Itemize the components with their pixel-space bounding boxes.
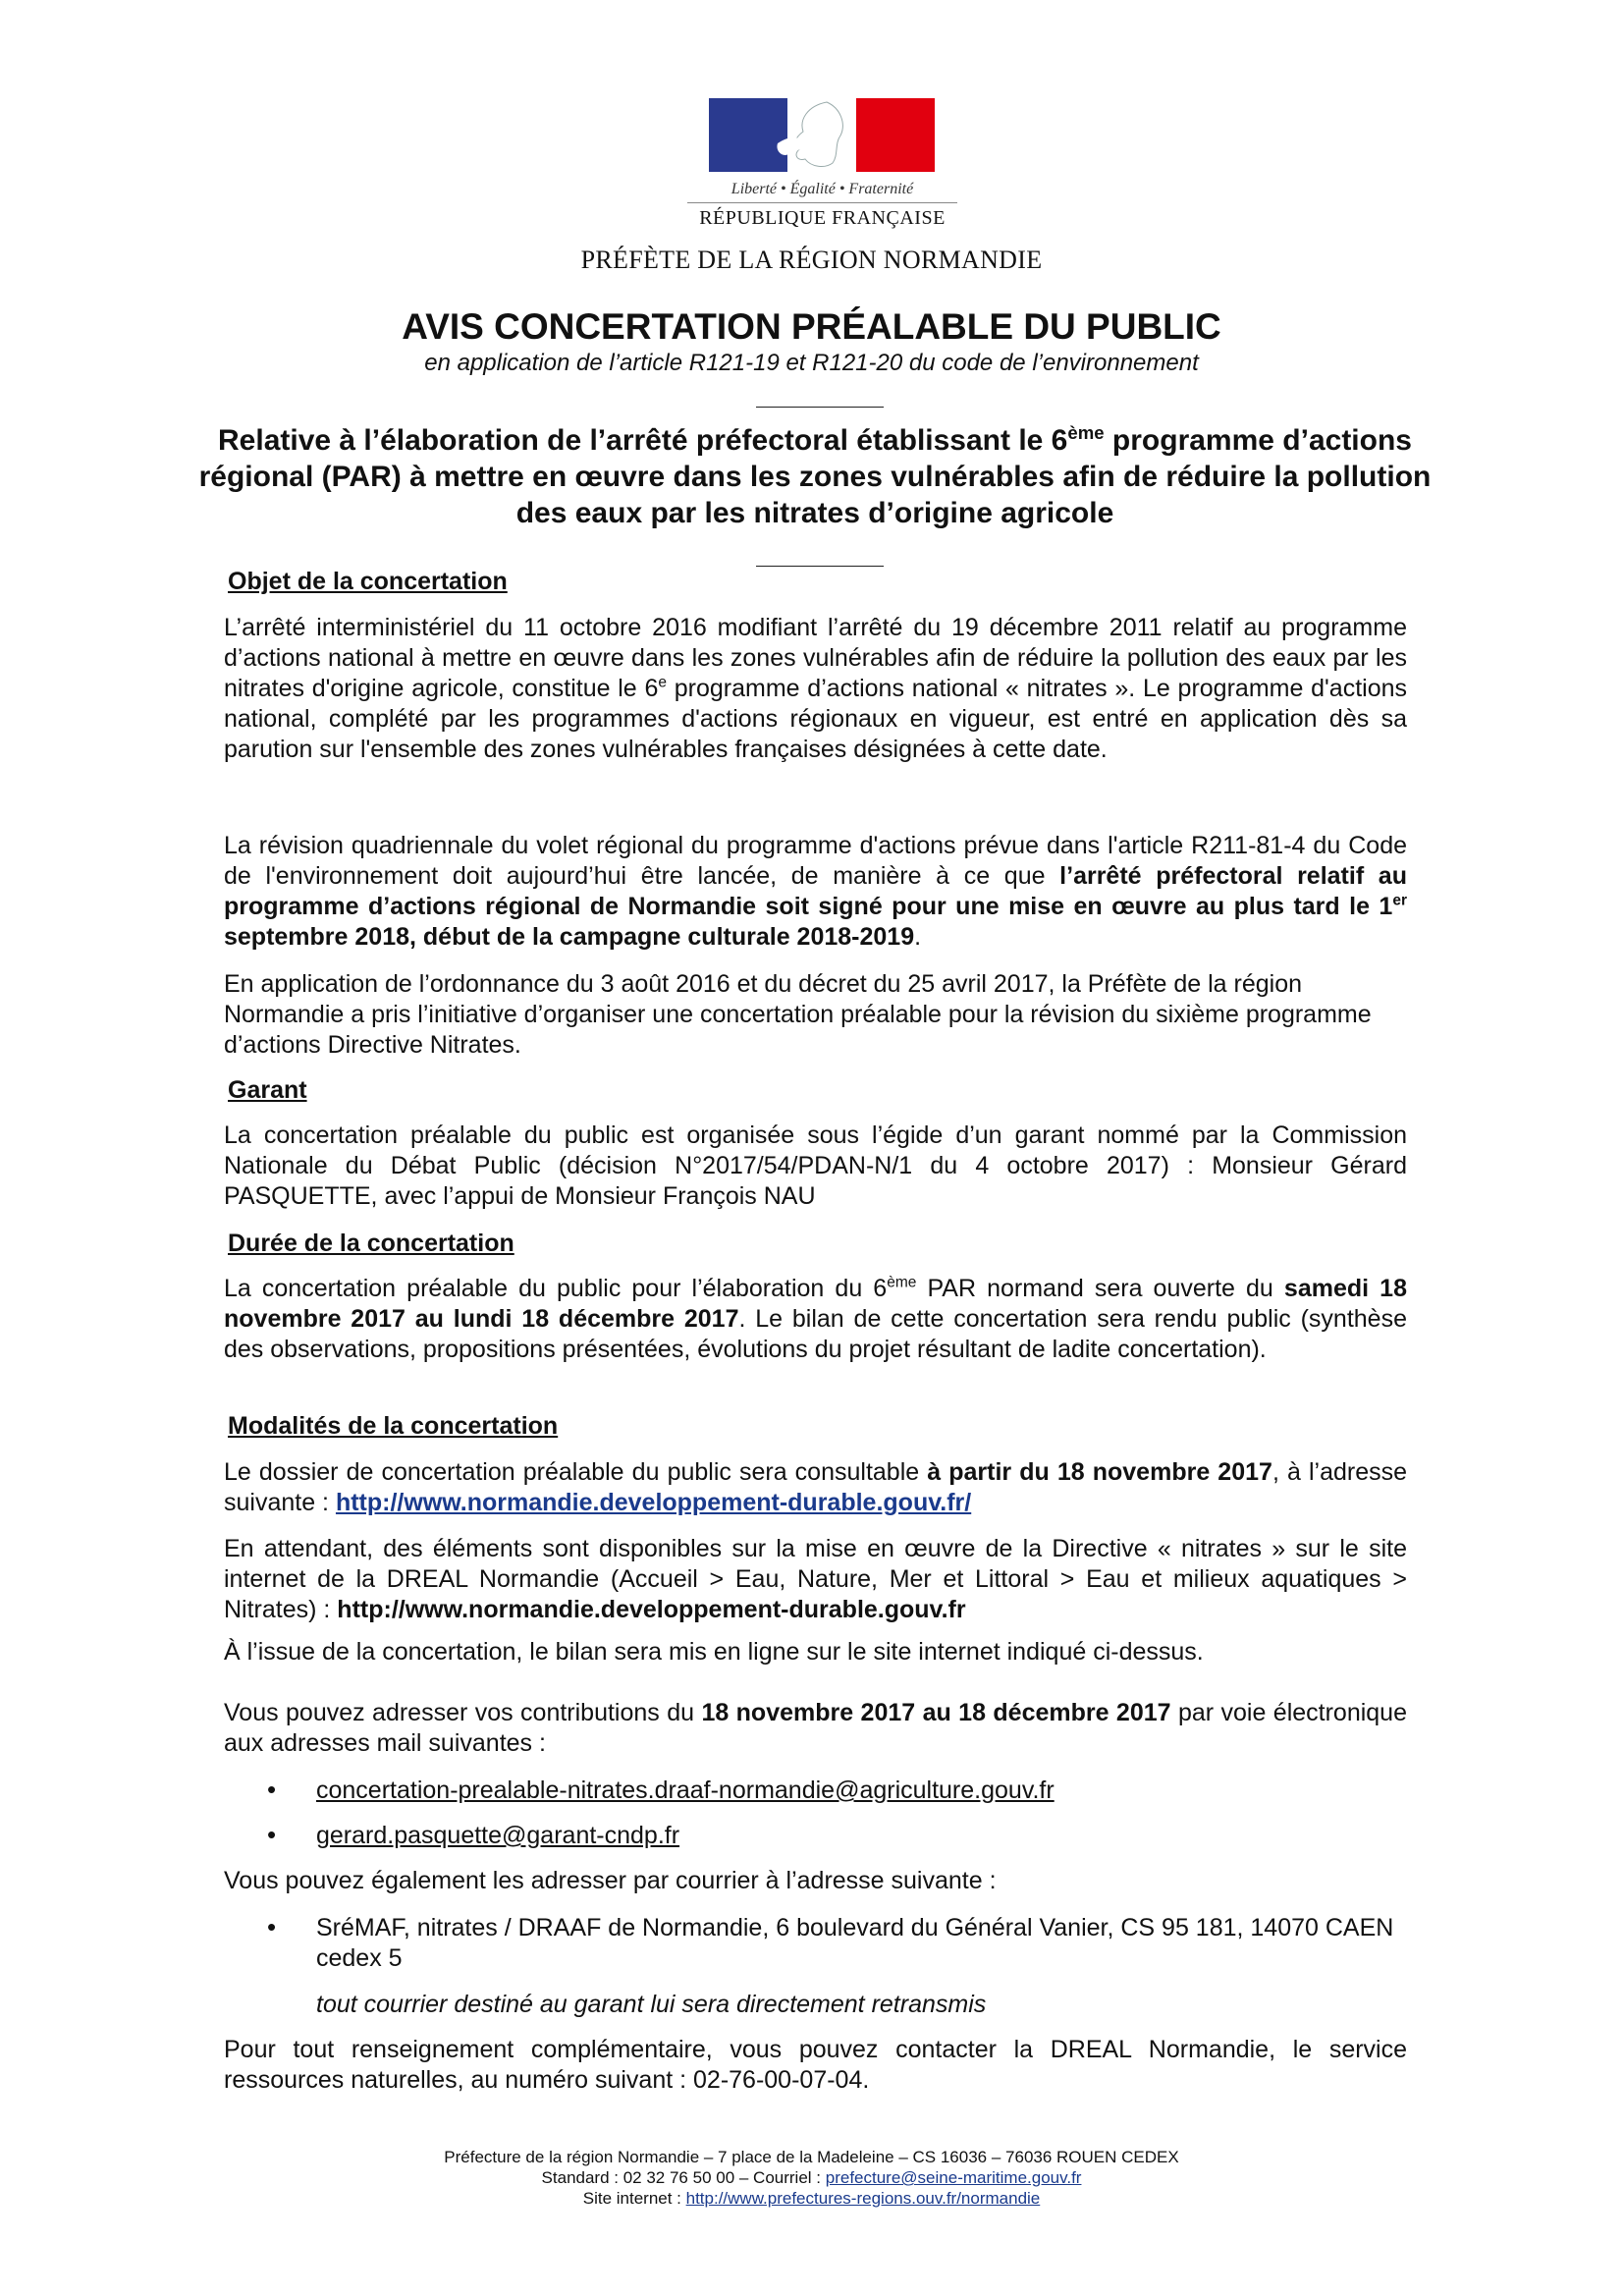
prefecture-name: PRÉFÈTE DE LA RÉGION NORMANDIE [580, 246, 1043, 274]
republic-name: RÉPUBLIQUE FRANÇAISE [687, 202, 957, 230]
bullet-marker: • [267, 1820, 277, 1849]
divider [756, 566, 884, 567]
logo-red-band [856, 98, 935, 172]
section-heading-objet: Objet de la concertation [228, 568, 508, 595]
subject-heading: Relative à l’élaboration de l’arrêté préfectoral établissant le 6ème programme d’actions régional (PAR) à mettre en œuvre dans les zones vulnérables afin de réduire la pollution des eaux par les nitrates d’origine agricole [198, 422, 1432, 529]
email-link[interactable]: gerard.pasquette@garant-cndp.fr [316, 1822, 680, 1849]
footer-website-link[interactable]: http://www.prefectures-regions.ouv.fr/normandie [685, 2189, 1041, 2208]
section-heading-duree: Durée de la concertation [228, 1230, 514, 1257]
footer-email-link[interactable]: prefecture@seine-maritime.gouv.fr [825, 2168, 1082, 2187]
email-link[interactable]: concertation-prealable-nitrates.draaf-normandie@agriculture.gouv.fr [316, 1777, 1055, 1804]
footer-contact: Standard : 02 32 76 50 00 – Courriel : prefecture@seine-maritime.gouv.fr [541, 2168, 1082, 2187]
modalites-paragraph-3: À l’issue de la concertation, le bilan sera mis en ligne sur le site internet indiqué ci-dessus. [224, 1638, 1204, 1666]
dossier-link[interactable]: http://www.normandie.developpement-durable.gouv.fr/ [335, 1489, 972, 1516]
page-title: AVIS CONCERTATION PRÉALABLE DU PUBLIC [402, 306, 1221, 347]
modalites-paragraph-4: Vous pouvez adresser vos contributions du 18 novembre 2017 au 18 décembre 2017 par voie électronique aux adresses mail suivantes : [224, 1699, 1407, 1757]
divider [756, 407, 884, 408]
section-heading-garant: Garant [228, 1076, 307, 1104]
bullet-marker: • [267, 1912, 277, 1941]
republic-motto: Liberté • Égalité • Fraternité [730, 181, 914, 197]
modalites-paragraph-2: En attendant, des éléments sont disponibles sur la mise en œuvre de la Directive « nitrates » sur le site internet de la DREAL Normandie (Accueil > Eau, Nature, Mer et Littoral > Eau et milieux aquatiques > Nitrates) : http://www.normandie.developpement-durable.gouv.fr [224, 1535, 1407, 1623]
dreal-link[interactable]: http://www.normandie.developpement-durable.gouv.fr [337, 1596, 966, 1623]
bullet-marker: • [267, 1775, 277, 1804]
footer-address: Préfecture de la région Normandie – 7 place de la Madeleine – CS 16036 – 76036 ROUEN CEDEX [444, 2148, 1179, 2166]
objet-paragraph-3: En application de l’ordonnance du 3 août 2016 et du décret du 25 avril 2017, la Préfète de la région Normandie a pris l’initiative d’organiser une concertation préalable pour la révision du sixième programme d’actions Directive Nitrates. [224, 970, 1372, 1059]
duree-paragraph: La concertation préalable du public pour l’élaboration du 6ème PAR normand sera ouverte du samedi 18 novembre 2017 au lundi 18 décembre 2017. Le bilan de cette concertation sera rendu public (synthèse des observations, propositions présentées, évolutions du projet résultant de ladite concertation). [224, 1274, 1407, 1363]
contact-paragraph: Pour tout renseignement complémentaire, vous pouvez contacter la DREAL Normandie, le service ressources naturelles, au numéro suivant : 02-76-00-07-04. [224, 2036, 1407, 2094]
garant-paragraph: La concertation préalable du public est organisée sous l’égide d’un garant nommé par la Commission Nationale du Débat Public (décision N°2017/54/PDAN-N/1 du 4 octobre 2017) : Monsieur Gérard PASQUETTE, avec l’appui de Monsieur François NAU [224, 1121, 1407, 1210]
modalites-paragraph-1: Le dossier de concertation préalable du public sera consultable à partir du 18 novembre 2017, à l’adresse suivante : http://www.normandie.developpement-durable.gouv.fr/ [224, 1458, 1408, 1516]
objet-paragraph-2: La révision quadriennale du volet régional du programme d'actions prévue dans l'article R211-81-4 du Code de l'environnement doit aujourd’hui être lancée, de manière à ce que l’arrêté préfectoral relatif au programme d’actions régional de Normandie soit signé pour une mise en œuvre au plus tard le 1er septembre 2018, début de la campagne culturale 2018-2019. [224, 832, 1407, 951]
modalites-paragraph-5: Vous pouvez également les adresser par courrier à l’adresse suivante : [224, 1867, 997, 1894]
section-heading-modalites: Modalités de la concertation [228, 1412, 559, 1440]
logo-blue-band [709, 98, 787, 172]
page-subtitle: en application de l’article R121-19 et R121-20 du code de l’environnement [424, 350, 1199, 376]
address-note: tout courrier destiné au garant lui sera directement retransmis [316, 1991, 987, 2018]
objet-paragraph-1: L’arrêté interministériel du 11 octobre 2016 modifiant l’arrêté du 19 décembre 2011 relatif au programme d’actions national à mettre en œuvre dans les zones vulnérables afin de réduire la pollution des eaux par les nitrates d'origine agricole, constitue le 6e programme d’actions national « nitrates ». Le programme d'actions national, complété par les programmes d'actions régionaux en vigueur, est entré en application dès sa parution sur l'ensemble des zones vulnérables françaises désignées à cette date. [224, 614, 1408, 763]
postal-address: SréMAF, nitrates / DRAAF de Normandie, 6 boulevard du Général Vanier, CS 95 181, 14070 CAEN cedex 5 [316, 1914, 1394, 1972]
footer-website: Site internet : http://www.prefectures-regions.ouv.fr/normandie [582, 2189, 1041, 2208]
